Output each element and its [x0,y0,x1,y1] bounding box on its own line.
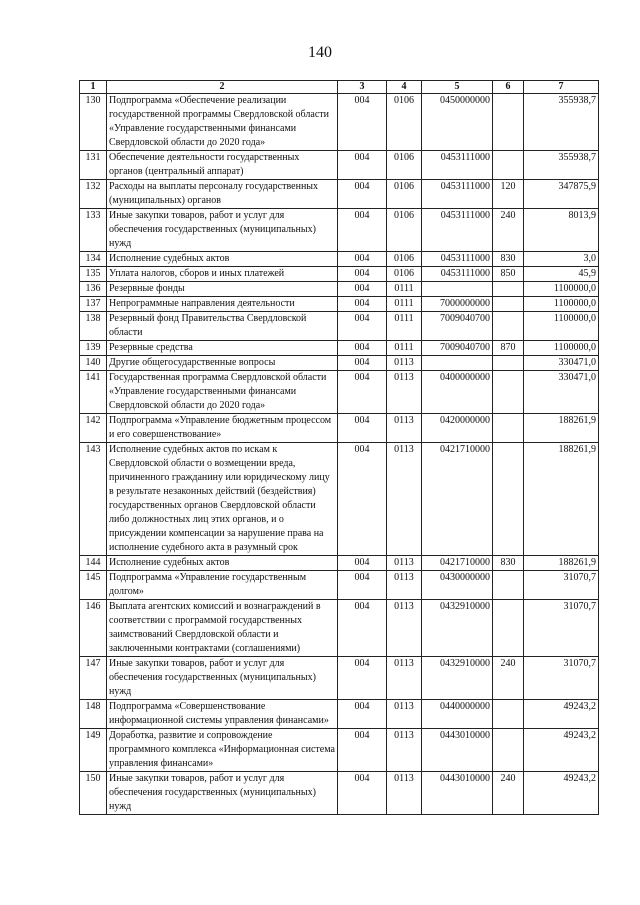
row-name: Иные закупки товаров, работ и услуг для обеспечения государственных (муниципальных) нужд [107,772,338,815]
row-number: 149 [80,729,107,772]
row-number: 138 [80,312,107,341]
row-number: 146 [80,600,107,657]
table-row [80,772,599,815]
row-admin-code: 004 [338,556,387,571]
row-name: Расходы на выплаты персоналу государственных (муниципальных) органов [107,180,338,209]
row-number: 145 [80,571,107,600]
row-amount: 45,9 [524,267,599,282]
row-admin-code: 004 [338,312,387,341]
row-section-code: 0113 [387,772,422,815]
row-section-code: 0113 [387,700,422,729]
row-target-code: 0450000000 [422,94,493,151]
row-expense-type [493,356,524,371]
row-name: Резервные средства [107,341,338,356]
row-target-code: 0430000000 [422,571,493,600]
row-name: Исполнение судебных актов [107,252,338,267]
row-section-code: 0106 [387,209,422,252]
row-expense-type [493,371,524,414]
row-target-code: 7000000000 [422,297,493,312]
row-expense-type: 830 [493,252,524,267]
row-admin-code: 004 [338,356,387,371]
row-expense-type: 830 [493,556,524,571]
row-section-code: 0113 [387,443,422,556]
row-number: 134 [80,252,107,267]
row-name: Подпрограмма «Управление государственным долгом» [107,571,338,600]
row-target-code: 0432910000 [422,657,493,700]
row-number: 137 [80,297,107,312]
row-number: 150 [80,772,107,815]
table-row [80,252,599,267]
row-admin-code: 004 [338,151,387,180]
row-amount: 188261,9 [524,556,599,571]
row-target-code: 7009040700 [422,341,493,356]
table-row [80,700,599,729]
row-admin-code: 004 [338,282,387,297]
row-section-code: 0111 [387,341,422,356]
row-target-code: 0421710000 [422,556,493,571]
row-amount: 31070,7 [524,600,599,657]
row-name: Исполнение судебных актов по искам к Свердловской области о возмещении вреда, причиненного гражданину или юридическому лицу в результате незаконных действий (бездействия) государственных органов Свердловской области либо должностных лиц этих органов, и о присуждении компенсации за нарушение права на исполнение судебного акта в разумный срок [107,443,338,556]
row-expense-type [493,729,524,772]
table-row [80,356,599,371]
row-number: 131 [80,151,107,180]
header-col-3: 3 [338,81,387,94]
row-expense-type [493,571,524,600]
table-row [80,297,599,312]
row-name: Иные закупки товаров, работ и услуг для обеспечения государственных (муниципальных) нужд [107,209,338,252]
row-number: 139 [80,341,107,356]
row-amount: 355938,7 [524,94,599,151]
row-amount: 330471,0 [524,356,599,371]
table-row [80,209,599,252]
header-row [80,81,599,94]
row-expense-type [493,297,524,312]
row-admin-code: 004 [338,657,387,700]
row-amount: 1100000,0 [524,312,599,341]
row-section-code: 0113 [387,556,422,571]
row-expense-type: 850 [493,267,524,282]
table-row [80,180,599,209]
row-admin-code: 004 [338,267,387,282]
budget-table [79,80,599,815]
table-row [80,282,599,297]
row-admin-code: 004 [338,297,387,312]
row-admin-code: 004 [338,252,387,267]
row-amount: 3,0 [524,252,599,267]
row-name: Государственная программа Свердловской области «Управление государственными финансами Свердловской области до 2020 года» [107,371,338,414]
row-name: Выплата агентских комиссий и вознаграждений в соответствии с программой государственных заимствований Свердловской области и заключенными контрактами (соглашениями) [107,600,338,657]
row-amount: 31070,7 [524,657,599,700]
row-section-code: 0106 [387,252,422,267]
row-section-code: 0113 [387,414,422,443]
row-expense-type [493,443,524,556]
row-number: 147 [80,657,107,700]
row-amount: 188261,9 [524,443,599,556]
header-col-1: 1 [80,81,107,94]
row-target-code: 0453111000 [422,267,493,282]
row-target-code: 0453111000 [422,209,493,252]
row-admin-code: 004 [338,571,387,600]
table-row [80,414,599,443]
row-admin-code: 004 [338,341,387,356]
row-expense-type: 870 [493,341,524,356]
header-col-5: 5 [422,81,493,94]
row-number: 141 [80,371,107,414]
row-section-code: 0111 [387,282,422,297]
row-target-code: 0453111000 [422,151,493,180]
row-admin-code: 004 [338,600,387,657]
row-amount: 49243,2 [524,700,599,729]
row-name: Иные закупки товаров, работ и услуг для обеспечения государственных (муниципальных) нужд [107,657,338,700]
row-expense-type [493,282,524,297]
table-row [80,729,599,772]
row-section-code: 0106 [387,151,422,180]
row-amount: 1100000,0 [524,341,599,356]
row-admin-code: 004 [338,94,387,151]
row-name: Подпрограмма «Обеспечение реализации государственной программы Свердловской области «Управление государственными финансами Свердловской области до 2020 года» [107,94,338,151]
row-target-code: 0432910000 [422,600,493,657]
table-row [80,371,599,414]
row-name: Непрограммные направления деятельности [107,297,338,312]
row-expense-type [493,414,524,443]
row-amount: 355938,7 [524,151,599,180]
row-section-code: 0106 [387,180,422,209]
row-section-code: 0113 [387,371,422,414]
row-admin-code: 004 [338,443,387,556]
row-target-code: 0443010000 [422,772,493,815]
table-row [80,341,599,356]
table-row [80,556,599,571]
table-row [80,151,599,180]
row-amount: 1100000,0 [524,282,599,297]
table-body [80,94,599,815]
table-row [80,267,599,282]
row-number: 130 [80,94,107,151]
row-section-code: 0113 [387,657,422,700]
row-target-code: 0453111000 [422,252,493,267]
row-number: 140 [80,356,107,371]
header-col-2: 2 [107,81,338,94]
row-amount: 1100000,0 [524,297,599,312]
row-name: Доработка, развитие и сопровождение программного комплекса «Информационная система управления финансами» [107,729,338,772]
row-target-code: 0440000000 [422,700,493,729]
row-expense-type [493,312,524,341]
row-amount: 49243,2 [524,772,599,815]
row-amount: 8013,9 [524,209,599,252]
row-amount: 188261,9 [524,414,599,443]
row-admin-code: 004 [338,371,387,414]
row-amount: 330471,0 [524,371,599,414]
row-number: 132 [80,180,107,209]
row-name: Подпрограмма «Управление бюджетным процессом и его совершенствование» [107,414,338,443]
row-amount: 347875,9 [524,180,599,209]
row-admin-code: 004 [338,180,387,209]
row-target-code [422,356,493,371]
row-target-code: 0443010000 [422,729,493,772]
table-row [80,571,599,600]
table-row [80,312,599,341]
header-col-7: 7 [524,81,599,94]
header-col-4: 4 [387,81,422,94]
table-row [80,443,599,556]
row-amount: 49243,2 [524,729,599,772]
row-admin-code: 004 [338,209,387,252]
row-target-code: 0420000000 [422,414,493,443]
row-number: 136 [80,282,107,297]
page-number: 140 [308,44,332,61]
row-name: Обеспечение деятельности государственных органов (центральный аппарат) [107,151,338,180]
row-number: 144 [80,556,107,571]
row-expense-type: 240 [493,772,524,815]
row-name: Исполнение судебных актов [107,556,338,571]
row-expense-type [493,151,524,180]
row-name: Другие общегосударственные вопросы [107,356,338,371]
row-section-code: 0111 [387,297,422,312]
row-admin-code: 004 [338,772,387,815]
row-amount: 31070,7 [524,571,599,600]
row-expense-type: 240 [493,209,524,252]
row-target-code: 7009040700 [422,312,493,341]
row-section-code: 0113 [387,600,422,657]
row-admin-code: 004 [338,729,387,772]
row-number: 148 [80,700,107,729]
row-expense-type [493,700,524,729]
row-number: 133 [80,209,107,252]
row-section-code: 0106 [387,267,422,282]
row-number: 143 [80,443,107,556]
row-target-code: 0421710000 [422,443,493,556]
row-number: 135 [80,267,107,282]
table-row [80,94,599,151]
row-section-code: 0113 [387,571,422,600]
row-name: Резервный фонд Правительства Свердловской области [107,312,338,341]
row-name: Резервные фонды [107,282,338,297]
row-admin-code: 004 [338,414,387,443]
row-expense-type [493,94,524,151]
row-section-code: 0113 [387,729,422,772]
row-expense-type: 240 [493,657,524,700]
row-expense-type: 120 [493,180,524,209]
row-name: Подпрограмма «Совершенствование информационной системы управления финансами» [107,700,338,729]
row-section-code: 0113 [387,356,422,371]
row-number: 142 [80,414,107,443]
row-expense-type [493,600,524,657]
row-name: Уплата налогов, сборов и иных платежей [107,267,338,282]
header-col-6: 6 [493,81,524,94]
row-target-code [422,282,493,297]
table-row [80,657,599,700]
row-target-code: 0453111000 [422,180,493,209]
table-row [80,600,599,657]
row-section-code: 0111 [387,312,422,341]
row-target-code: 0400000000 [422,371,493,414]
row-section-code: 0106 [387,94,422,151]
row-admin-code: 004 [338,700,387,729]
